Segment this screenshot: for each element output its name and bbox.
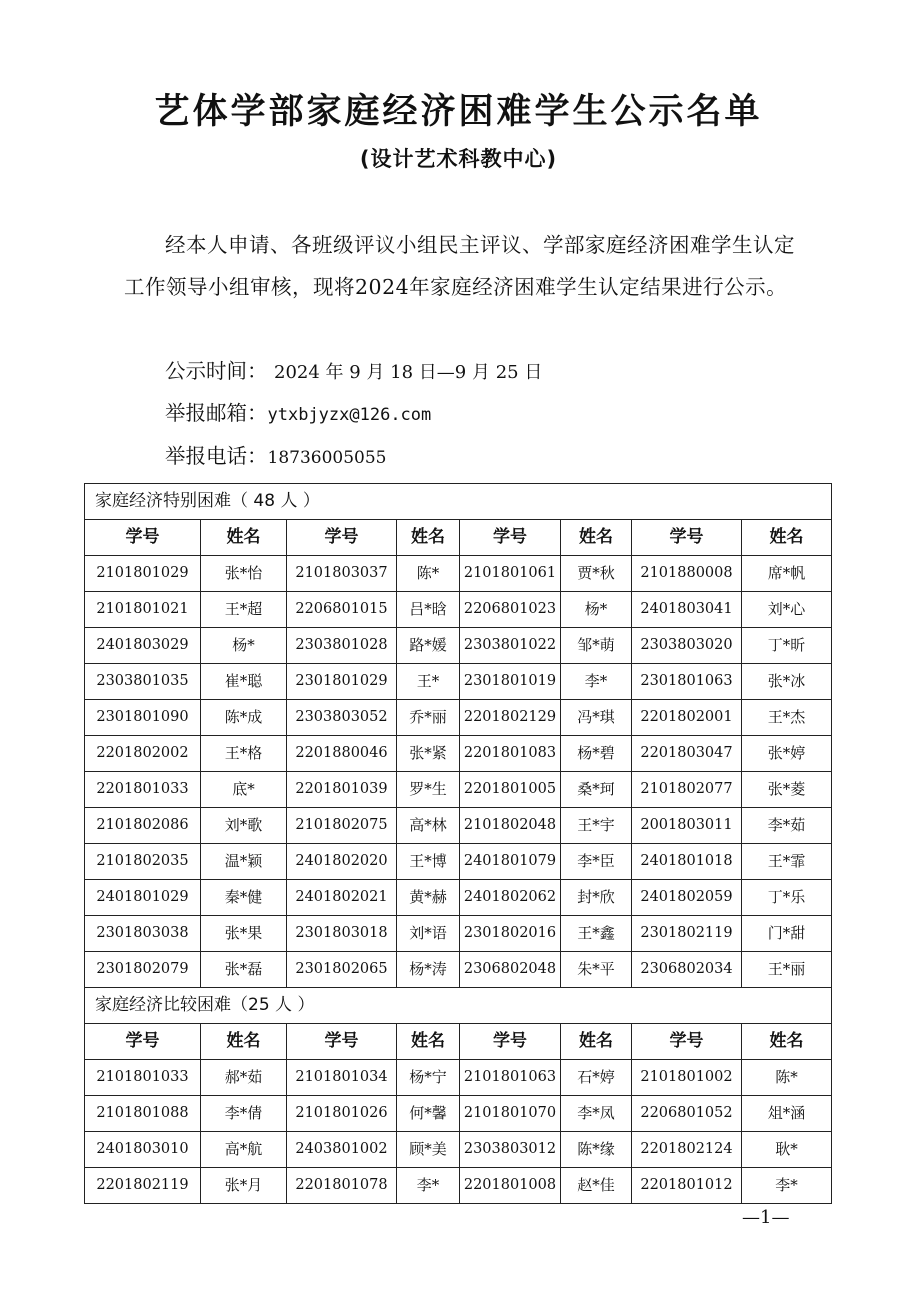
student-id-cell: 2101802086: [85, 808, 201, 844]
student-id-cell: 2101802075: [287, 808, 397, 844]
student-id-cell: 2401801029: [85, 880, 201, 916]
student-name-cell: 丁*乐: [742, 880, 832, 916]
student-id-cell: 2101801021: [85, 592, 201, 628]
student-id-cell: 2401802059: [632, 880, 742, 916]
student-name-cell: 顾*美: [397, 1132, 460, 1168]
student-name-cell: 崔*聪: [201, 664, 287, 700]
student-name-cell: 席*帆: [742, 556, 832, 592]
student-name-cell: 杨*碧: [561, 736, 632, 772]
student-name-cell: 张*怡: [201, 556, 287, 592]
column-header-name: 姓名: [742, 520, 832, 556]
student-name-cell: 王*宇: [561, 808, 632, 844]
student-name-cell: 李*: [742, 1168, 832, 1204]
column-header-student-id: 学号: [85, 520, 201, 556]
student-name-cell: 贾*秋: [561, 556, 632, 592]
student-name-cell: 路*媛: [397, 628, 460, 664]
column-header-student-id: 学号: [460, 1024, 561, 1060]
student-id-cell: 2301801019: [460, 664, 561, 700]
student-name-cell: 吕*晗: [397, 592, 460, 628]
student-id-cell: 2101801026: [287, 1096, 397, 1132]
student-id-cell: 2401801018: [632, 844, 742, 880]
student-id-cell: 2201801005: [460, 772, 561, 808]
student-name-cell: 耿*: [742, 1132, 832, 1168]
student-id-cell: 2301802065: [287, 952, 397, 988]
student-name-cell: 李*茹: [742, 808, 832, 844]
header-row: [85, 1024, 832, 1060]
student-id-cell: 2101801061: [460, 556, 561, 592]
student-id-cell: 2201802129: [460, 700, 561, 736]
student-id-cell: 2401803029: [85, 628, 201, 664]
column-header-name: 姓名: [397, 520, 460, 556]
student-name-cell: 杨*: [201, 628, 287, 664]
student-id-cell: 2303803052: [287, 700, 397, 736]
student-name-cell: 张*紧: [397, 736, 460, 772]
student-id-cell: 2301803038: [85, 916, 201, 952]
student-name-cell: 李*: [397, 1168, 460, 1204]
student-id-cell: 2101801034: [287, 1060, 397, 1096]
table-row: [85, 1132, 832, 1168]
column-header-student-id: 学号: [632, 520, 742, 556]
student-name-cell: 高*航: [201, 1132, 287, 1168]
student-name-cell: 封*欣: [561, 880, 632, 916]
student-id-cell: 2201802119: [85, 1168, 201, 1204]
student-id-cell: 2201803047: [632, 736, 742, 772]
student-name-cell: 温*颖: [201, 844, 287, 880]
table-row: [85, 808, 832, 844]
student-name-cell: 王*博: [397, 844, 460, 880]
student-id-cell: 2403801002: [287, 1132, 397, 1168]
student-id-cell: 2101801002: [632, 1060, 742, 1096]
student-name-cell: 王*: [397, 664, 460, 700]
table-row: [85, 592, 832, 628]
student-name-cell: 赵*佳: [561, 1168, 632, 1204]
student-id-cell: 2201801078: [287, 1168, 397, 1204]
table-row: [85, 664, 832, 700]
student-id-cell: 2303801028: [287, 628, 397, 664]
student-id-cell: 2101801088: [85, 1096, 201, 1132]
student-name-cell: 朱*平: [561, 952, 632, 988]
student-id-cell: 2301802079: [85, 952, 201, 988]
student-name-cell: 罗*生: [397, 772, 460, 808]
student-id-cell: 2401802021: [287, 880, 397, 916]
student-name-cell: 俎*涵: [742, 1096, 832, 1132]
student-id-cell: 2201802002: [85, 736, 201, 772]
student-name-cell: 张*磊: [201, 952, 287, 988]
student-name-cell: 杨*宁: [397, 1060, 460, 1096]
student-id-cell: 2303801035: [85, 664, 201, 700]
student-name-cell: 高*林: [397, 808, 460, 844]
column-header-student-id: 学号: [287, 1024, 397, 1060]
column-header-student-id: 学号: [632, 1024, 742, 1060]
student-name-cell: 邹*萌: [561, 628, 632, 664]
table-row: [85, 880, 832, 916]
intro-paragraph: 经本人申请、各班级评议小组民主评议、学部家庭经济困难学生认定工作领导小组审核，现将2024年家庭经济困难学生认定结果进行公示。: [124, 233, 795, 299]
page-number: —1—: [742, 1207, 790, 1228]
page-subtitle: (设计艺术科教中心): [359, 147, 558, 171]
student-name-cell: 王*丽: [742, 952, 832, 988]
student-name-cell: 郝*茹: [201, 1060, 287, 1096]
student-id-cell: 2303803012: [460, 1132, 561, 1168]
student-id-cell: 2101801033: [85, 1060, 201, 1096]
student-name-cell: 黄*赫: [397, 880, 460, 916]
student-id-cell: 2401802062: [460, 880, 561, 916]
student-id-cell: 2201801012: [632, 1168, 742, 1204]
student-name-cell: 王*超: [201, 592, 287, 628]
student-id-cell: 2306802048: [460, 952, 561, 988]
student-name-cell: 张*婷: [742, 736, 832, 772]
student-id-cell: 2301802016: [460, 916, 561, 952]
student-name-cell: 秦*健: [201, 880, 287, 916]
student-id-cell: 2206801023: [460, 592, 561, 628]
student-name-cell: 张*果: [201, 916, 287, 952]
student-name-cell: 李*倩: [201, 1096, 287, 1132]
student-id-cell: 2301802119: [632, 916, 742, 952]
student-id-cell: 2206801052: [632, 1096, 742, 1132]
table-row: [85, 1168, 832, 1204]
student-id-cell: 2001803011: [632, 808, 742, 844]
student-id-cell: 2301801090: [85, 700, 201, 736]
student-name-cell: 何*馨: [397, 1096, 460, 1132]
student-id-cell: 2101802035: [85, 844, 201, 880]
student-name-cell: 石*婷: [561, 1060, 632, 1096]
student-id-cell: 2303801022: [460, 628, 561, 664]
page-title: 艺体学部家庭经济困难学生公示名单: [154, 91, 763, 132]
student-id-cell: 2401802020: [287, 844, 397, 880]
student-id-cell: 2201802001: [632, 700, 742, 736]
header-row: [85, 520, 832, 556]
column-header-student-id: 学号: [287, 520, 397, 556]
column-header-student-id: 学号: [460, 520, 561, 556]
student-name-cell: 底*: [201, 772, 287, 808]
student-name-cell: 李*: [561, 664, 632, 700]
student-id-cell: 2201880046: [287, 736, 397, 772]
column-header-name: 姓名: [742, 1024, 832, 1060]
publicity-time-value: 2024 年 9 月 18 日—9 月 25 日: [274, 362, 543, 383]
student-name-cell: 李*凤: [561, 1096, 632, 1132]
column-header-name: 姓名: [561, 1024, 632, 1060]
student-name-cell: 张*冰: [742, 664, 832, 700]
student-name-cell: 陈*缘: [561, 1132, 632, 1168]
column-header-name: 姓名: [201, 520, 287, 556]
student-name-cell: 王*格: [201, 736, 287, 772]
student-id-cell: 2201801039: [287, 772, 397, 808]
table-row: [85, 1060, 832, 1096]
student-id-cell: 2101802077: [632, 772, 742, 808]
table-row: [85, 700, 832, 736]
section-title-row: [85, 988, 832, 1024]
student-id-cell: 2101801029: [85, 556, 201, 592]
student-name-cell: 丁*昕: [742, 628, 832, 664]
report-phone: [165, 441, 386, 473]
student-id-cell: 2201801008: [460, 1168, 561, 1204]
student-id-cell: 2206801015: [287, 592, 397, 628]
student-name-cell: 李*臣: [561, 844, 632, 880]
table-row: [85, 1096, 832, 1132]
student-name-cell: 陈*成: [201, 700, 287, 736]
column-header-name: 姓名: [561, 520, 632, 556]
report-email-value[interactable]: ytxbjyzx@126.com: [267, 405, 432, 425]
student-name-cell: 张*月: [201, 1168, 287, 1204]
student-name-cell: 杨*: [561, 592, 632, 628]
student-name-cell: 冯*琪: [561, 700, 632, 736]
column-header-name: 姓名: [397, 1024, 460, 1060]
student-name-cell: 乔*丽: [397, 700, 460, 736]
student-name-cell: 陈*: [397, 556, 460, 592]
section-title-row: [85, 484, 832, 520]
table-row: [85, 952, 832, 988]
section-title: 家庭经济比较困难（25 人 ）: [85, 988, 832, 1024]
student-name-cell: 王*霏: [742, 844, 832, 880]
report-email-label: 举报邮箱：: [165, 401, 268, 425]
publicity-time-label: 公示时间：: [165, 359, 268, 383]
student-id-cell: 2401801079: [460, 844, 561, 880]
report-email: [165, 398, 431, 430]
student-id-cell: 2201801083: [460, 736, 561, 772]
student-name-cell: 桑*珂: [561, 772, 632, 808]
student-id-cell: 2201801033: [85, 772, 201, 808]
student-id-cell: 2101802048: [460, 808, 561, 844]
student-id-cell: 2401803010: [85, 1132, 201, 1168]
table-row: [85, 736, 832, 772]
student-name-cell: 张*菱: [742, 772, 832, 808]
table-row: [85, 556, 832, 592]
report-phone-label: 举报电话：: [165, 444, 268, 468]
student-name-cell: 王*鑫: [561, 916, 632, 952]
student-list-table: [84, 483, 832, 1204]
section-title: 家庭经济特别困难（ 48 人 ）: [85, 484, 832, 520]
student-name-cell: 刘*心: [742, 592, 832, 628]
student-id-cell: 2301801029: [287, 664, 397, 700]
student-id-cell: 2401803041: [632, 592, 742, 628]
table-row: [85, 628, 832, 664]
student-id-cell: 2301803018: [287, 916, 397, 952]
student-name-cell: 门*甜: [742, 916, 832, 952]
report-phone-value: 18736005055: [267, 448, 387, 468]
student-name-cell: 刘*语: [397, 916, 460, 952]
publicity-time: [165, 356, 542, 388]
table-row: [85, 772, 832, 808]
student-id-cell: 2101801063: [460, 1060, 561, 1096]
student-name-cell: 杨*涛: [397, 952, 460, 988]
table-row: [85, 844, 832, 880]
student-id-cell: 2101803037: [287, 556, 397, 592]
student-id-cell: 2303803020: [632, 628, 742, 664]
student-name-cell: 陈*: [742, 1060, 832, 1096]
student-id-cell: 2306802034: [632, 952, 742, 988]
column-header-name: 姓名: [201, 1024, 287, 1060]
student-id-cell: 2101880008: [632, 556, 742, 592]
student-name-cell: 刘*歌: [201, 808, 287, 844]
student-id-cell: 2101801070: [460, 1096, 561, 1132]
student-id-cell: 2201802124: [632, 1132, 742, 1168]
table-row: [85, 916, 832, 952]
student-name-cell: 王*杰: [742, 700, 832, 736]
student-id-cell: 2301801063: [632, 664, 742, 700]
column-header-student-id: 学号: [85, 1024, 201, 1060]
